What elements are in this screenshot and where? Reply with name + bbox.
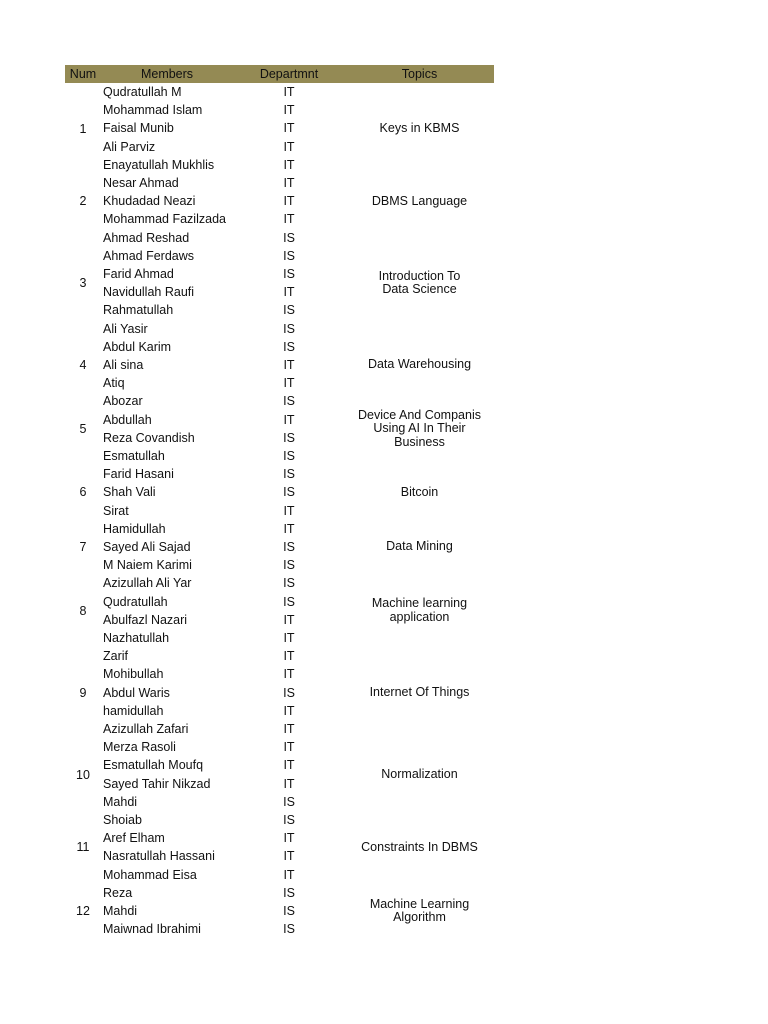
header-department: Departmnt — [259, 67, 319, 81]
member-department: IT — [283, 703, 295, 718]
member-name: Ahmad Reshad — [103, 230, 190, 245]
member-name: Ali sina — [103, 358, 144, 372]
member-department: IS — [283, 794, 295, 809]
member-name: Farid Ahmad — [103, 267, 174, 281]
group-number: 1 — [79, 121, 87, 136]
member-name: Merza Rasoli — [103, 740, 176, 755]
member-name: Shoiab — [103, 813, 142, 827]
group-number: 9 — [79, 685, 87, 700]
member-name: Reza Covandish — [103, 430, 195, 445]
member-name: Maiwnad Ibrahimi — [103, 922, 201, 937]
member-name: Ahmad Ferdaws — [103, 248, 195, 263]
member-department: IS — [283, 904, 295, 918]
topic-group — [65, 465, 494, 520]
member-name: Nazhatullah — [103, 631, 170, 645]
member-department: IT — [283, 612, 295, 627]
topic-group — [65, 647, 494, 738]
member-department: IT — [283, 667, 295, 682]
topic-group — [65, 884, 494, 939]
topic-group — [65, 174, 494, 229]
member-name: Mahdi — [103, 794, 138, 809]
topic-group — [65, 83, 494, 174]
group-topic: Machine learning application — [371, 596, 468, 624]
member-department: IT — [283, 285, 295, 300]
header-topics: Topics — [401, 67, 438, 81]
group-topic: Device And Companis Using AI In Their Business — [358, 407, 481, 449]
member-name: Hamidullah — [103, 521, 166, 536]
group-number: 10 — [76, 767, 90, 782]
member-name: Sayed Ali Sajad — [103, 540, 191, 554]
topic-group — [65, 392, 494, 465]
member-department: IS — [283, 303, 295, 318]
group-topic: Data Warehousing — [367, 357, 472, 372]
member-department: IT — [283, 139, 295, 154]
member-name: Qudratullah M — [103, 85, 182, 99]
group-topic: Constraints In DBMS — [361, 839, 478, 854]
member-name: Nasratullah Hassani — [103, 849, 215, 864]
member-name: Farid Hasani — [103, 467, 174, 482]
member-name: Shah Vali — [103, 485, 156, 500]
member-department: IT — [283, 212, 295, 227]
member-name: Mohammad Islam — [103, 103, 203, 118]
topic-group — [65, 738, 494, 811]
member-department: IT — [283, 867, 295, 882]
member-name: Ali Parviz — [103, 139, 156, 154]
member-name: Abdullah — [103, 412, 152, 427]
member-department: IT — [283, 849, 295, 864]
member-name: Enayatullah Mukhlis — [103, 157, 215, 172]
member-name: Atiq — [103, 376, 125, 391]
member-name: Ali Yasir — [103, 321, 148, 336]
member-name: Sayed Tahir Nikzad — [103, 776, 211, 791]
member-department: IS — [283, 685, 295, 700]
member-department: IS — [283, 540, 295, 554]
member-department: IS — [283, 267, 295, 281]
member-name: Reza — [103, 885, 133, 900]
group-number: 11 — [76, 840, 90, 855]
member-department: IS — [283, 394, 295, 409]
member-department: IT — [283, 121, 295, 136]
member-department: IS — [283, 813, 295, 827]
group-number: 8 — [79, 603, 87, 618]
member-department: IT — [283, 776, 295, 791]
member-department: IT — [283, 358, 295, 372]
member-department: IT — [283, 740, 295, 755]
member-name: Zarif — [103, 649, 128, 664]
member-name: Azizullah Ali Yar — [103, 576, 192, 591]
member-department: IT — [283, 176, 295, 190]
member-department: IS — [283, 594, 295, 609]
member-name: hamidullah — [103, 703, 164, 718]
group-number: 12 — [76, 904, 90, 919]
member-name: M Naiem Karimi — [103, 558, 192, 573]
member-department: IT — [283, 376, 295, 391]
group-number: 2 — [79, 194, 87, 209]
member-department: IT — [283, 831, 295, 846]
member-name: Mohibullah — [103, 667, 164, 682]
member-department: IT — [283, 758, 295, 773]
member-name: Sirat — [103, 503, 129, 518]
member-department: IS — [283, 576, 295, 591]
topic-group — [65, 338, 494, 393]
member-name: Khudadad Neazi — [103, 194, 196, 209]
group-topic: Internet Of Things — [369, 684, 470, 699]
group-number: 7 — [79, 540, 87, 555]
topic-group — [65, 574, 494, 647]
group-number: 3 — [79, 276, 87, 291]
member-name: Rahmatullah — [103, 303, 174, 318]
member-name: Esmatullah — [103, 449, 165, 463]
member-name: Abdul Waris — [103, 685, 170, 700]
group-number: 5 — [79, 421, 87, 436]
member-name: Abulfazl Nazari — [103, 612, 188, 627]
member-name: Abdul Karim — [103, 339, 172, 354]
member-department: IT — [283, 157, 295, 172]
member-department: IS — [283, 321, 295, 336]
member-department: IS — [283, 467, 295, 482]
member-name: Esmatullah Moufq — [103, 758, 204, 773]
member-department: IS — [283, 248, 295, 263]
member-name: Mohammad Eisa — [103, 867, 197, 882]
member-name: Navidullah Raufi — [103, 285, 195, 300]
member-name: Faisal Munib — [103, 121, 174, 136]
member-department: IS — [283, 449, 295, 463]
group-topic: Keys in KBMS — [379, 120, 460, 135]
member-name: Abozar — [103, 394, 143, 409]
member-department: IS — [283, 430, 295, 445]
header-members: Members — [140, 67, 194, 81]
member-name: Nesar Ahmad — [103, 176, 179, 190]
member-department: IS — [283, 485, 295, 500]
member-department: IT — [283, 631, 295, 645]
member-department: IT — [283, 649, 295, 664]
table-header — [65, 65, 494, 83]
member-department: IS — [283, 339, 295, 354]
topic-group — [65, 520, 494, 575]
group-number: 4 — [79, 358, 87, 373]
member-name: Mohammad Fazilzada — [103, 212, 226, 227]
header-num: Num — [69, 67, 97, 81]
topic-group — [65, 229, 494, 338]
group-topic: Data Mining — [386, 539, 453, 554]
member-department: IT — [283, 521, 295, 536]
member-department: IS — [283, 230, 295, 245]
member-department: IS — [283, 922, 295, 937]
member-department: IS — [283, 558, 295, 573]
member-department: IT — [283, 722, 295, 736]
member-name: Azizullah Zafari — [103, 722, 189, 736]
member-department: IT — [283, 412, 295, 427]
group-topic: Introduction To Data Science — [378, 268, 461, 297]
member-department: IS — [283, 885, 295, 900]
group-topic: DBMS Language — [371, 193, 468, 208]
group-topic: Machine Learning Algorithm — [369, 896, 470, 925]
topic-group — [65, 811, 494, 884]
group-topic: Normalization — [381, 766, 458, 781]
group-number: 6 — [79, 485, 87, 500]
group-topic: Bitcoin — [400, 484, 439, 499]
member-department: IT — [283, 194, 295, 209]
member-name: Mahdi — [103, 904, 138, 918]
member-name: Qudratullah — [103, 594, 168, 609]
member-name: Aref Elham — [103, 831, 165, 846]
member-department: IT — [283, 85, 295, 99]
member-department: IT — [283, 503, 295, 518]
member-department: IT — [283, 103, 295, 118]
